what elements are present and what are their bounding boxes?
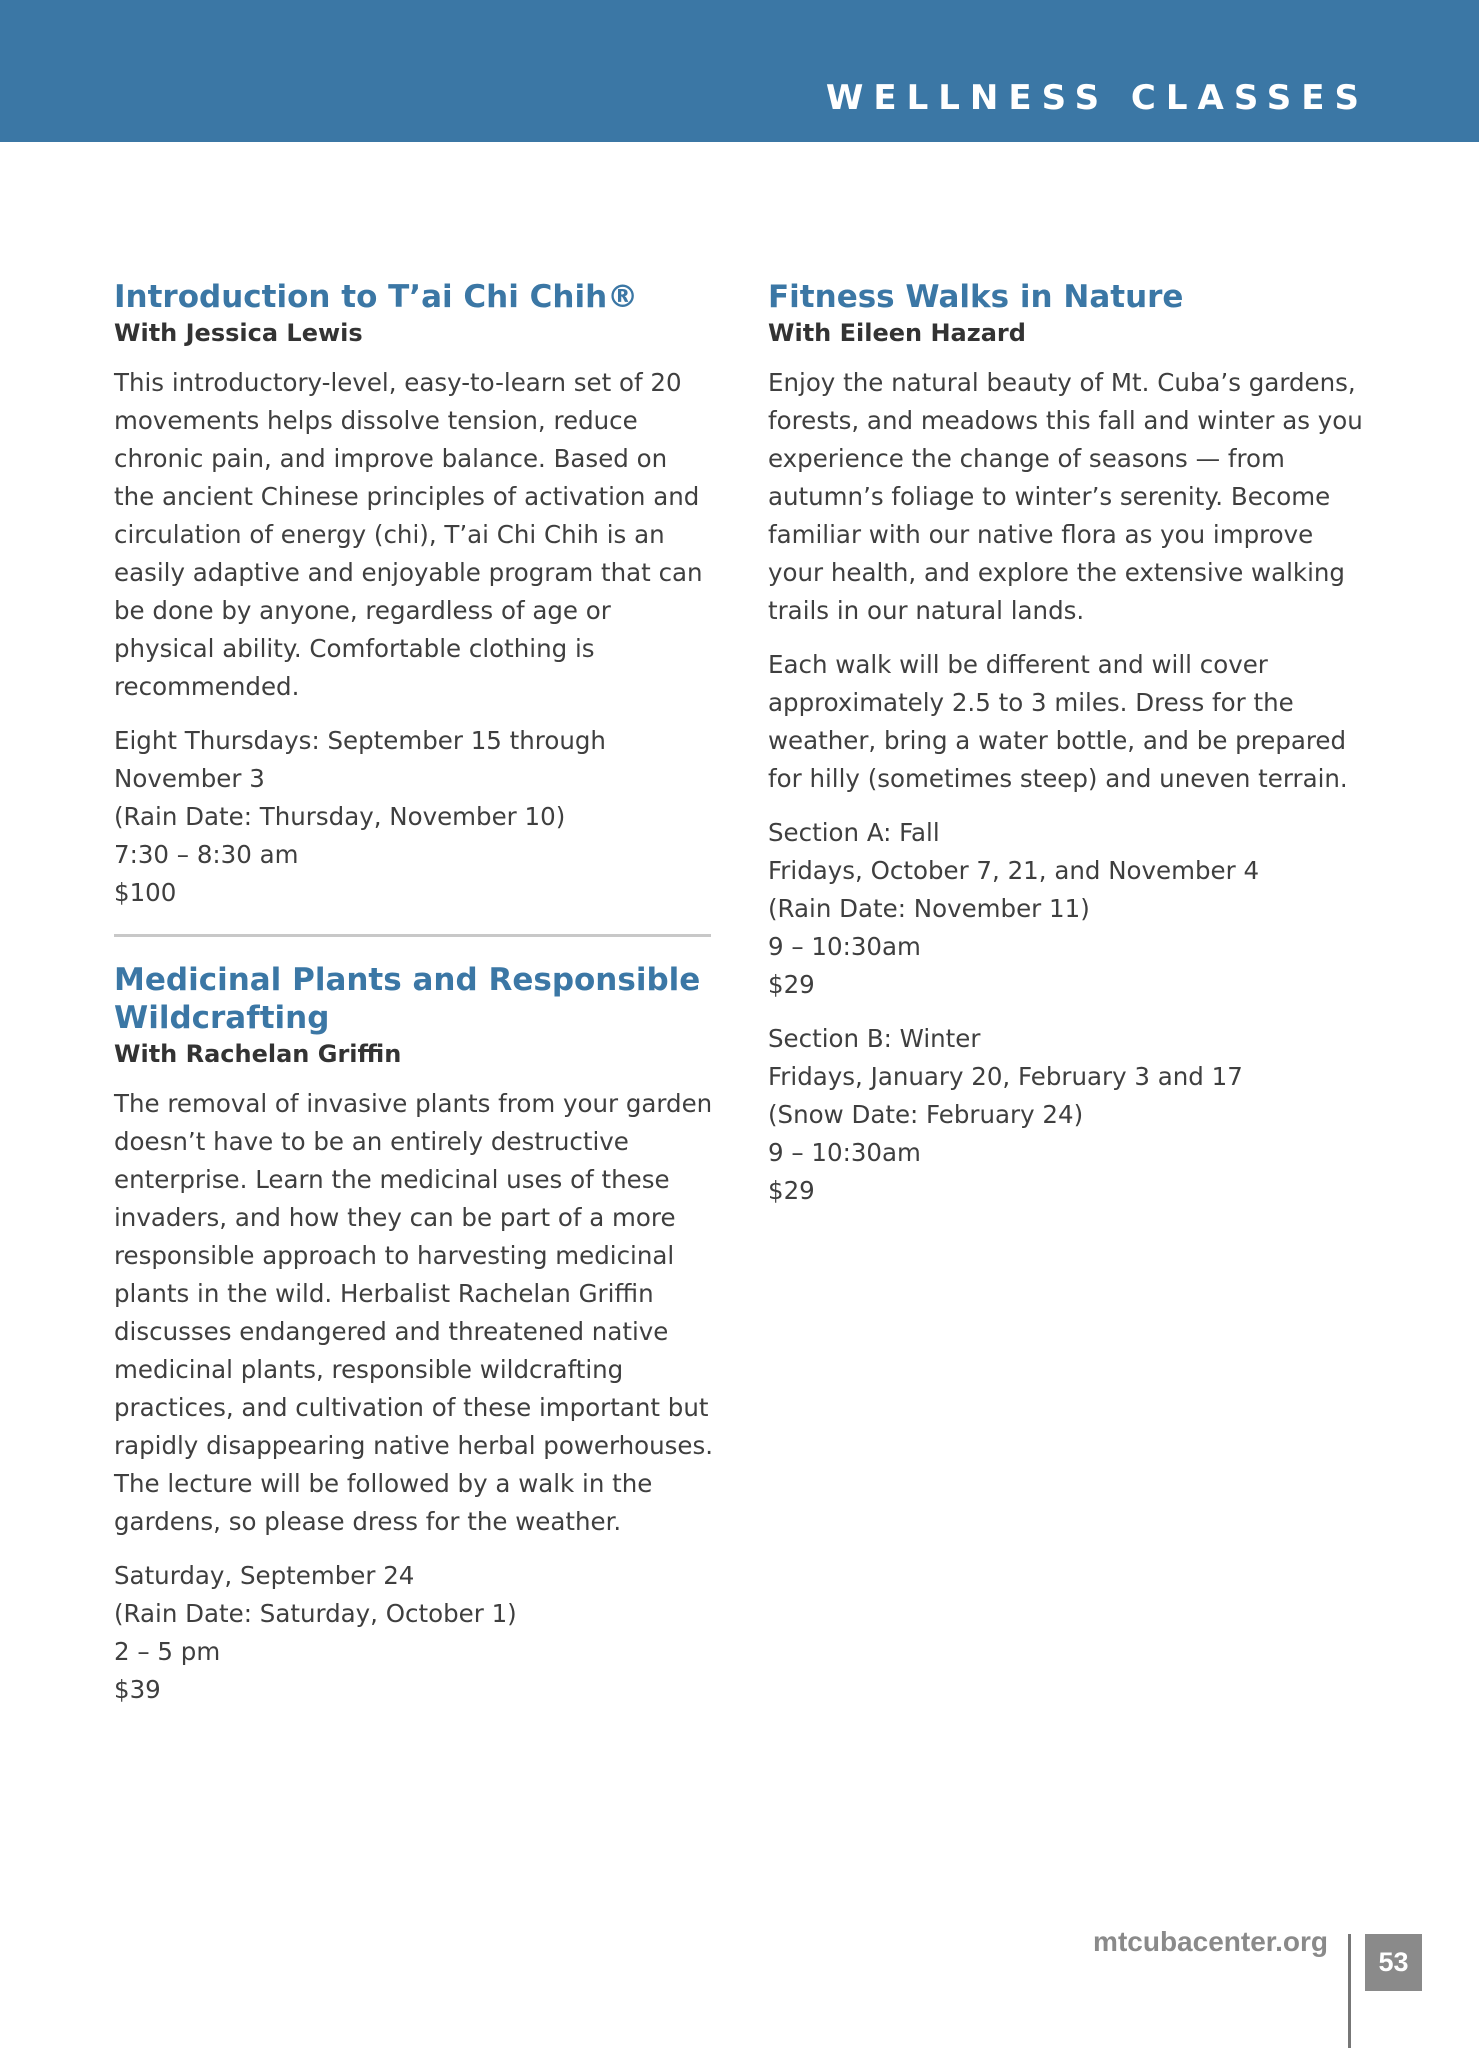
class-title: Medicinal Plants and Responsible Wildcrafting xyxy=(114,962,701,1036)
section-a-time: 9 – 10:30am xyxy=(768,932,921,961)
class-medicinal-plants xyxy=(114,961,714,1709)
footer-rule xyxy=(1348,1934,1351,2048)
class-details xyxy=(114,722,714,912)
class-description: Enjoy the natural beauty of Mt. Cuba’s gardens, forests, and meadows this fall and winter as you experience the change of seasons — from autumn’s foliage to winter’s serenity. Become familiar with our native flora as you improve your health, and explore the extensive walking trails in our natural lands. xyxy=(768,368,1363,625)
section-b-details xyxy=(768,1020,1368,1210)
left-column xyxy=(114,278,714,1725)
class-title: Fitness Walks in Nature xyxy=(768,279,1184,315)
class-instructor: With Rachelan Griffin xyxy=(114,1040,402,1068)
header-band xyxy=(0,0,1479,142)
class-instructor: With Eileen Hazard xyxy=(768,319,1026,347)
class-time: 2 – 5 pm xyxy=(114,1637,221,1666)
class-schedule: Saturday, September 24 xyxy=(114,1561,415,1590)
class-description-details: Each walk will be different and will cover approximately 2.5 to 3 miles. Dress for the weather, bring a water bottle, and be prepared for hilly (sometimes steep) and uneven terrain. xyxy=(768,650,1348,793)
section-divider xyxy=(114,934,711,937)
page-number: 53 xyxy=(1365,1934,1422,1991)
class-description: This introductory-level, easy-to-learn set of 20 movements helps dissolve tension, reduce chronic pain, and improve balance. Based on the ancient Chinese principles of activation and circulation of energy (chi), T’ai Chi Chih is an easily adaptive and enjoyable program that can be done by anyone, regardless of age or physical ability. Comfortable clothing is recommended. xyxy=(114,368,703,701)
class-fitness-walks xyxy=(768,278,1368,1210)
section-a-price: $29 xyxy=(768,970,815,999)
class-time: 7:30 – 8:30 am xyxy=(114,840,299,869)
class-description: The removal of invasive plants from your garden doesn’t have to be an entirely destructive enterprise. Learn the medicinal uses of these invaders, and how they can be part of a more responsible approach to harvesting medicinal plants in the wild. Herbalist Rachelan Griffin discusses endangered and threatened native medicinal plants, responsible wildcrafting practices, and cultivation of these important but rapidly disappearing native herbal powerhouses. The lecture will be followed by a walk in the gardens, so please dress for the weather. xyxy=(114,1089,714,1536)
class-tai-chi xyxy=(114,278,714,912)
class-instructor: With Jessica Lewis xyxy=(114,319,363,347)
right-column xyxy=(768,278,1368,1226)
section-b-time: 9 – 10:30am xyxy=(768,1138,921,1167)
class-details xyxy=(114,1557,714,1709)
class-price: $100 xyxy=(114,878,177,907)
section-b-price: $29 xyxy=(768,1176,815,1205)
section-b-schedule: Fridays, January 20, February 3 and 17 xyxy=(768,1062,1243,1091)
class-schedule: Eight Thursdays: September 15 through November 3 xyxy=(114,726,606,793)
class-price: $39 xyxy=(114,1675,161,1704)
page-section-title: WELLNESS CLASSES xyxy=(825,78,1369,118)
section-a-schedule: Fridays, October 7, 21, and November 4 xyxy=(768,856,1260,885)
class-rain-date: (Rain Date: Saturday, October 1) xyxy=(114,1599,517,1628)
class-rain-date: (Rain Date: Thursday, November 10) xyxy=(114,802,566,831)
section-b-name: Section B: Winter xyxy=(768,1024,981,1053)
section-a-details xyxy=(768,814,1368,1004)
section-a-name: Section A: Fall xyxy=(768,818,940,847)
class-title: Introduction to T’ai Chi Chih® xyxy=(114,279,639,315)
section-a-rain-date: (Rain Date: November 11) xyxy=(768,894,1090,923)
footer-website: mtcubacenter.org xyxy=(1093,1926,1328,1957)
section-b-snow-date: (Snow Date: February 24) xyxy=(768,1100,1084,1129)
